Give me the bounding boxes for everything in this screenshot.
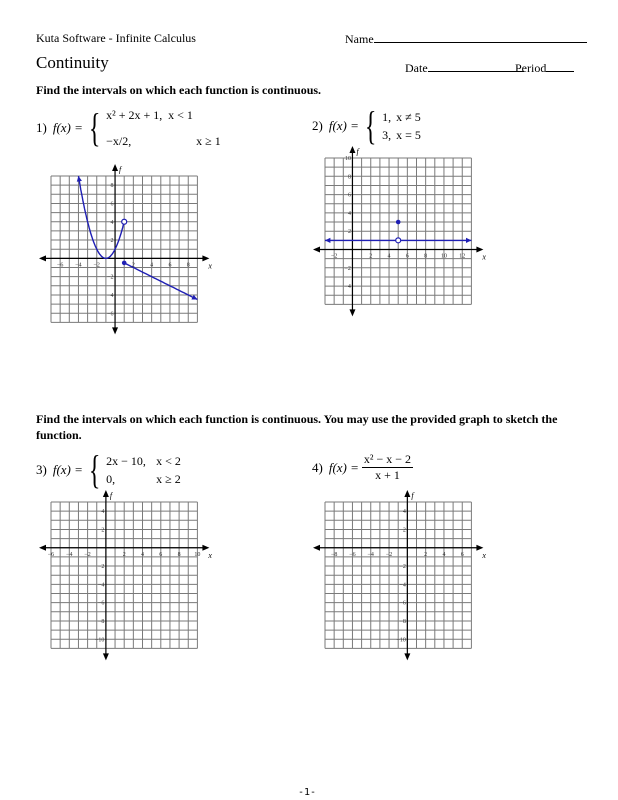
y-tick-label: −6 — [399, 600, 406, 607]
date-field[interactable] — [405, 60, 524, 76]
x-tick-label: 8 — [424, 253, 428, 260]
section-1-instruction: Find the intervals on which each function is continuous. — [36, 83, 322, 97]
case-value: x² + 2x + 1, — [106, 108, 163, 122]
x-axis-label: x — [208, 550, 212, 560]
y-tick-label: −2 — [399, 564, 406, 571]
x-tick-label: −6 — [56, 262, 64, 269]
x-tick-label: −4 — [66, 551, 73, 558]
case-value: 0, — [106, 472, 116, 486]
function-curve — [79, 176, 125, 258]
x-tick-label: −6 — [349, 551, 356, 558]
x-tick-label: −2 — [93, 262, 100, 269]
brace: { — [88, 105, 101, 150]
closed-point — [396, 220, 401, 225]
page-title: Continuity — [36, 53, 109, 72]
x-tick-label: −4 — [75, 262, 82, 269]
y-tick-label: 4 — [101, 509, 105, 516]
problem-number: 1) — [36, 120, 47, 135]
x-tick-label: 2 — [424, 551, 428, 558]
y-tick-label: 2 — [347, 229, 351, 236]
x-tick-label: 6 — [460, 551, 464, 558]
x-tick-label: 8 — [186, 262, 190, 269]
closed-endpoint — [122, 261, 127, 266]
y-tick-label: 6 — [347, 192, 351, 199]
y-tick-label: −4 — [107, 292, 114, 299]
name-label: Name — [345, 32, 374, 46]
x-tick-label: 4 — [150, 262, 154, 269]
y-tick-label: −4 — [399, 582, 406, 589]
case-condition: x < 2 — [156, 454, 181, 468]
case-condition: x ≠ 5 — [396, 110, 421, 124]
y-tick-label: −10 — [396, 637, 406, 644]
x-tick-label: 12 — [459, 253, 466, 260]
function-lhs: f(x) = — [52, 120, 83, 135]
y-axis-arrow-icon — [404, 490, 410, 497]
curve-arrow-icon — [466, 238, 471, 243]
y-axis-label: f — [356, 147, 359, 156]
graph-1 — [35, 160, 213, 338]
x-tick-label: 6 — [405, 253, 409, 260]
date-label: Date — [405, 61, 428, 75]
case-value: 3, — [382, 128, 392, 142]
period-field[interactable] — [515, 60, 574, 76]
x-tick-label: −6 — [47, 551, 55, 558]
x-tick-label: 4 — [442, 551, 446, 558]
problem-number: 3) — [36, 462, 47, 477]
y-tick-label: −6 — [98, 600, 105, 607]
problem-number: 4) — [312, 459, 323, 475]
y-axis-label: f — [411, 491, 414, 500]
case-value: 2x − 10, — [106, 454, 146, 468]
y-axis-arrow-icon — [112, 164, 118, 171]
open-endpoint — [122, 219, 127, 224]
problem-number: 2) — [312, 118, 323, 133]
x-tick-label: −4 — [367, 551, 374, 558]
y-tick-label: −10 — [95, 637, 105, 644]
x-axis-arrow-icon — [313, 545, 320, 551]
fraction — [362, 452, 413, 483]
y-tick-label: −2 — [344, 265, 351, 272]
y-tick-label: −2 — [107, 274, 114, 281]
x-tick-label: 2 — [122, 551, 126, 558]
problem-3 — [36, 447, 181, 492]
function-lhs: f(x) = — [52, 462, 83, 477]
case-condition: x ≥ 1 — [196, 134, 221, 148]
y-tick-label: 2 — [110, 238, 114, 245]
y-tick-label: −8 — [399, 618, 406, 625]
publisher: Kuta Software - Infinite Calculus — [36, 31, 196, 45]
y-tick-label: 2 — [101, 527, 105, 534]
x-axis-label: x — [482, 550, 486, 560]
graph-3 — [35, 486, 213, 664]
y-axis-arrow-icon — [103, 653, 109, 660]
y-tick-label: 6 — [110, 201, 114, 208]
y-tick-label: 8 — [347, 174, 351, 181]
name-field[interactable] — [345, 31, 587, 47]
x-tick-label: 4 — [141, 551, 144, 558]
y-axis-arrow-icon — [103, 490, 109, 497]
x-tick-label: 6 — [159, 551, 163, 558]
piecewise-cases — [382, 108, 421, 144]
curve-arrow-icon — [77, 176, 82, 182]
x-tick-label: 2 — [131, 262, 135, 269]
curve-arrow-icon — [325, 238, 330, 243]
x-axis-label: x — [482, 252, 486, 262]
case-condition: x ≥ 2 — [156, 472, 181, 486]
x-axis-arrow-icon — [39, 255, 46, 261]
function-lhs: f(x) = — [328, 459, 359, 475]
numerator: x² − x − 2 — [363, 452, 412, 466]
problem-1 — [36, 106, 221, 150]
x-tick-label: 8 — [177, 551, 181, 558]
case-condition: x < 1 — [168, 108, 193, 122]
open-point — [396, 238, 401, 243]
x-axis-arrow-icon — [313, 247, 320, 253]
y-tick-label: 8 — [110, 183, 114, 190]
y-tick-label: 4 — [110, 219, 114, 226]
y-tick-label: 4 — [347, 210, 351, 217]
section-2-instruction: Find the intervals on which each function is continuous. You may use the provided graph to sketch the function. — [36, 412, 558, 442]
y-tick-label: −4 — [344, 284, 351, 291]
x-axis-label: x — [208, 261, 212, 271]
y-axis-arrow-icon — [112, 327, 118, 334]
case-value: 1, — [382, 110, 392, 124]
piecewise-cases — [106, 452, 181, 488]
graph-4 — [309, 486, 487, 664]
x-tick-label: 6 — [168, 262, 172, 269]
case-condition: x = 5 — [396, 128, 421, 142]
y-tick-label: 2 — [402, 527, 406, 534]
problem-2 — [312, 103, 421, 148]
x-tick-label: −2 — [385, 551, 393, 558]
y-axis-label: f — [119, 165, 122, 174]
y-tick-label: 4 — [402, 509, 406, 516]
case-value: −x/2, — [106, 134, 132, 148]
x-tick-label: −8 — [330, 551, 338, 558]
x-tick-label: 4 — [387, 253, 391, 260]
y-tick-label: −6 — [107, 311, 114, 318]
denominator: x + 1 — [375, 468, 400, 482]
y-axis-label: f — [109, 491, 113, 500]
x-tick-label: 10 — [440, 253, 447, 260]
piecewise-cases — [106, 106, 221, 150]
page-number: -1- — [298, 787, 317, 798]
x-tick-label: 10 — [194, 551, 201, 558]
y-tick-label: −2 — [98, 564, 105, 571]
graph-2 — [309, 142, 487, 320]
x-tick-label: −2 — [84, 551, 91, 558]
y-axis-arrow-icon — [404, 653, 410, 660]
brace: { — [88, 447, 101, 492]
period-label: Period — [515, 61, 547, 75]
y-axis-arrow-icon — [349, 309, 355, 316]
x-tick-label: −2 — [330, 253, 338, 260]
y-tick-label: 10 — [344, 156, 351, 162]
x-tick-label: 2 — [369, 253, 373, 260]
function-lhs: f(x) = — [328, 118, 359, 133]
y-tick-label: −4 — [98, 582, 105, 589]
y-tick-label: −8 — [98, 618, 105, 625]
brace: { — [364, 103, 377, 148]
problem-4 — [312, 452, 413, 483]
x-axis-arrow-icon — [39, 545, 46, 551]
y-axis-arrow-icon — [349, 146, 355, 153]
